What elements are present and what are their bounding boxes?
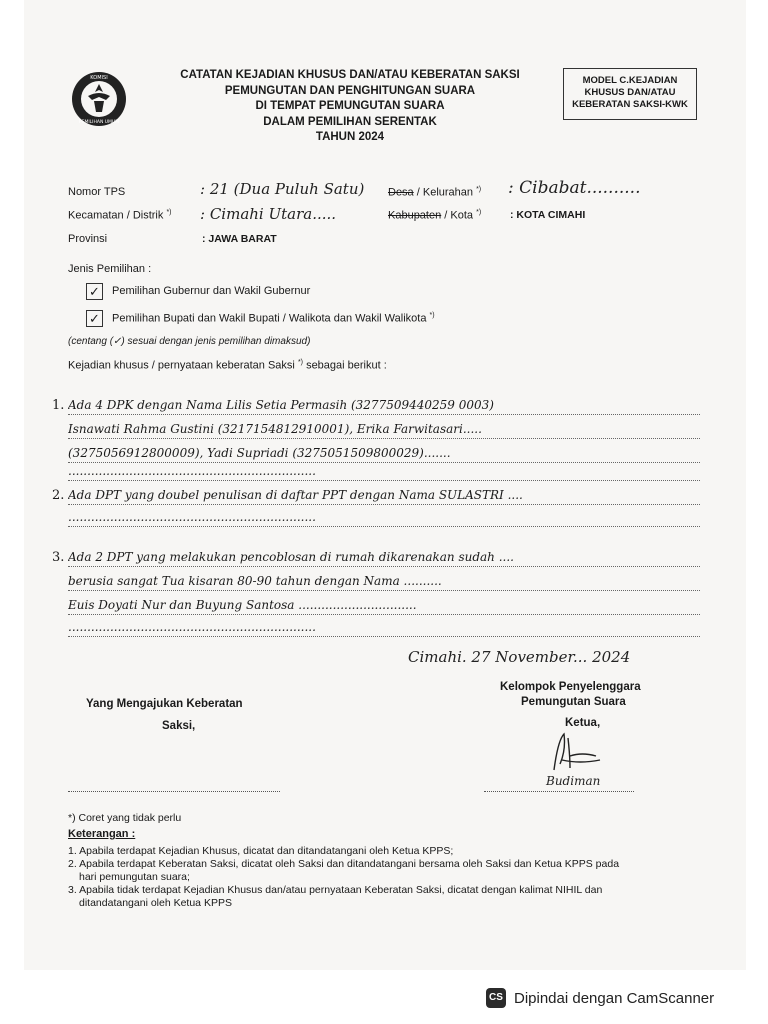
model-line: KHUSUS DAN/ATAU: [584, 87, 676, 98]
entry-line: berusia sangat Tua kisaran 80-90 tahun dengan Nama ..........: [68, 572, 700, 591]
right-signature-line: [484, 790, 634, 792]
option-gubernur-label: Pemilihan Gubernur dan Wakil Gubernur: [112, 285, 311, 297]
keterangan-item: 3. Apabila tidak terdapat Kejadian Khusus dan/atau pernyataan Keberatan Saksi, dicatat dengan kalimat NIHIL dan: [68, 884, 603, 896]
tps-value: : 21 (Dua Puluh Satu): [200, 180, 365, 198]
provinsi-value: : JAWA BARAT: [202, 233, 277, 245]
left-signature-line: [68, 790, 280, 792]
option-sup: *): [429, 312, 435, 319]
kejadian-intro: [68, 359, 387, 372]
camscanner-badge: [476, 982, 756, 1014]
entry-line: Ada DPT yang doubel penulisan di daftar PPT dengan Nama SULASTRI ....: [68, 486, 700, 505]
document-sheet: [24, 0, 746, 970]
checkbox-gubernur[interactable]: ✓: [86, 283, 103, 300]
desa-sup: *): [476, 186, 482, 193]
keterangan-item: ditandatangani oleh Ketua KPPS: [79, 897, 232, 909]
kabupaten-label-strike: Kabupaten: [388, 209, 442, 222]
form-model-box: [563, 68, 697, 120]
keterangan-item: 2. Apabila terdapat Keberatan Saksi, dicatat oleh Saksi dan ditandatangani bersama oleh Saksi dan Ketua KPPS pada: [68, 858, 620, 870]
entry-line: Euis Doyati Nur dan Buyung Santosa ...............................: [68, 596, 700, 615]
jenis-note: (centang (✓) sesuai dengan jenis pemilihan dimaksud): [68, 336, 311, 347]
model-line: MODEL C.KEJADIAN: [582, 75, 678, 86]
model-line: KEBERATAN SAKSI-KWK: [572, 99, 688, 110]
item-number-3: 3.: [52, 550, 65, 565]
ketua-signature: [540, 730, 610, 775]
ketua-name: Budiman: [546, 774, 601, 788]
entry-line: .................................................................: [68, 462, 700, 481]
title-line: PEMUNGUTAN DAN PENGHITUNGAN SUARA: [224, 84, 476, 97]
entry-line: .................................................................: [68, 618, 700, 637]
document-title: [140, 68, 560, 146]
option-bupati-walikota-label: [112, 312, 435, 325]
kelurahan-label: / Kelurahan: [416, 186, 474, 199]
kecamatan-label: [68, 209, 172, 222]
kecamatan-value: : Cimahi Utara.....: [200, 205, 337, 223]
jenis-pemilihan-label: Jenis Pemilihan :: [68, 263, 152, 275]
kejadian-sup: *): [297, 359, 303, 366]
title-line: TAHUN 2024: [315, 131, 385, 143]
kejadian-intro-tail: sebagai berikut :: [306, 359, 387, 372]
right-sign-title-3: Ketua,: [565, 717, 601, 729]
item-number-1: 1.: [52, 398, 65, 413]
desa-label: [388, 186, 481, 199]
title-line: DI TEMPAT PEMUNGUTAN SUARA: [255, 100, 445, 112]
entry-line: .................................................................: [68, 508, 700, 527]
kota-value: : KOTA CIMAHI: [510, 209, 586, 221]
kota-sup: *): [476, 209, 482, 216]
date-line: Cimahi. 27 November... 2024: [408, 648, 631, 666]
entry-line: Ada 2 DPT yang melakukan pencoblosan di rumah dikarenakan sudah ....: [68, 548, 700, 567]
left-sign-title-2: Saksi,: [162, 720, 196, 732]
camscanner-label: Dipindai dengan CamScanner: [514, 989, 715, 1007]
tps-label: Nomor TPS: [68, 186, 126, 198]
keterangan-item: hari pemungutan suara;: [79, 871, 190, 883]
entry-line: Isnawati Rahma Gustini (3217154812910001), Erika Farwitasari.....: [68, 420, 700, 439]
right-sign-title-2: Pemungutan Suara: [521, 696, 626, 708]
logo-text-bottom: PEMILIHAN UMUM: [78, 120, 120, 125]
kota-label: [388, 209, 481, 222]
kecamatan-sup: *): [166, 209, 172, 216]
keterangan-label: Keterangan :: [68, 828, 136, 840]
title-line: DALAM PEMILIHAN SERENTAK: [263, 115, 437, 128]
keterangan-list: [68, 845, 708, 910]
kpu-logo: [70, 70, 128, 128]
kejadian-intro-text: Kejadian khusus / pernyataan keberatan Saksi: [68, 359, 295, 372]
left-sign-title-1: Yang Mengajukan Keberatan: [86, 698, 243, 710]
title-line: CATATAN KEJADIAN KHUSUS DAN/ATAU KEBERATAN SAKSI: [180, 69, 520, 81]
coret-note: *) Coret yang tidak perlu: [68, 812, 182, 824]
kota-label-text: / Kota: [444, 209, 474, 222]
desa-value: : Cibabat..........: [508, 178, 641, 198]
option-bupati-walikota-text: Pemilihan Bupati dan Wakil Bupati / Walikota dan Wakil Walikota: [112, 312, 427, 325]
kecamatan-label-text: Kecamatan / Distrik: [68, 209, 164, 222]
camscanner-icon: CS: [486, 988, 506, 1008]
desa-label-strike: Desa: [388, 186, 414, 199]
logo-text-top: KOMISI: [90, 75, 108, 81]
entry-line: Ada 4 DPK dengan Nama Lilis Setia Permasih (3277509440259 0003): [68, 396, 700, 415]
keterangan-item: 1. Apabila terdapat Kejadian Khusus, dicatat dan ditandatangani oleh Ketua KPPS;: [68, 845, 454, 857]
entry-line: (3275056912800009), Yadi Supriadi (3275051509800029).......: [68, 444, 700, 463]
checkbox-bupati-walikota[interactable]: ✓: [86, 310, 103, 327]
item-number-2: 2.: [52, 488, 65, 503]
right-sign-title-1: Kelompok Penyelenggara: [500, 681, 641, 693]
provinsi-label: Provinsi: [68, 233, 108, 245]
